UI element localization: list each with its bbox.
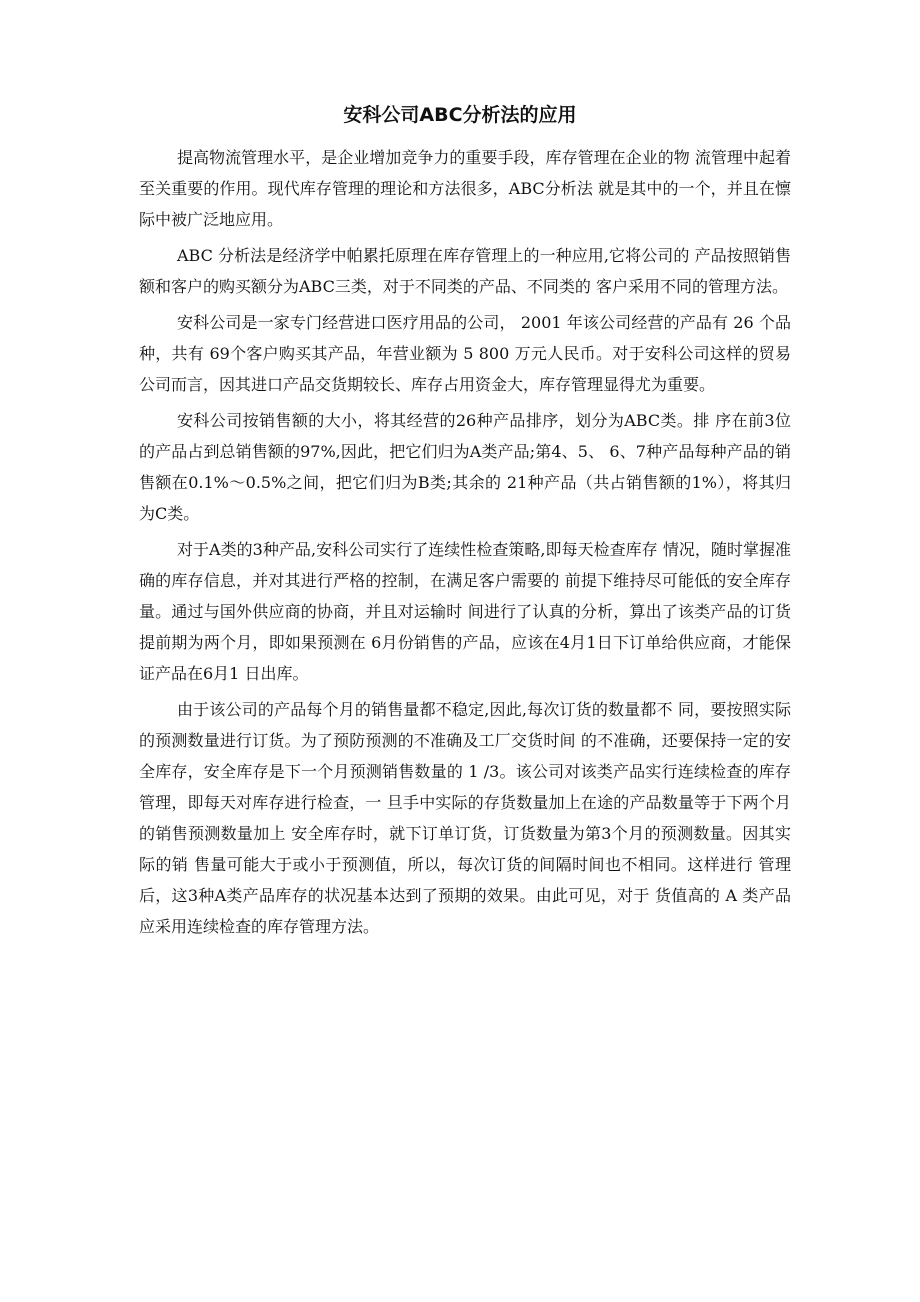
paragraph-abc-definition: ABC 分析法是经济学中帕累托原理在库存管理上的一种应用,它将公司的 产品按照销售额和客户的购买额分为ABC三类，对于不同类的产品、不同类的 客户采用不同的管理方法。: [139, 246, 791, 296]
paragraph-ordering-policy: 由于该公司的产品每个月的销售量都不稳定,因此,每次订货的数量都不 同，要按照实际的预测数量进行订货。为了预防预测的不准确及工厂交货时间 的不准确，还要保持一定的安全库存，安全库存是下一个月预测销售数量的 1 /3。该公司对该类产品实行连续检查的库存管理，即每天对库存进行检查，一 旦手中实际的存货数量加上在途的产品数量等于下两个月的销售预测数量加上 安全库存时，就下订单订货，订货数量为第3个月的预测数量。因其实际的销 售量可能大于或小于预测值，所以，每次订货的间隔时间也不相同。这样进行 管理后，这3种A类产品库存的状况基本达到了预期的效果。由此可见，对于 货值高的 A 类产品应采用连续检查的库存管理方法。: [139, 700, 791, 936]
paragraph-intro: 提高物流管理水平，是企业增加竞争力的重要手段，库存管理在企业的物 流管理中起着至关重要的作用。现代库存管理的理论和方法很多，ABC分析法 就是其中的一个，并且在懔际中被广泛地应用。: [139, 148, 791, 229]
paragraph-a-class-strategy: 对于A类的3种产品,安科公司实行了连续性检查策略,即每天检查库存 情况，随时掌握准确的库存信息，并对其进行严格的控制，在满足客户需要的 前提下维持尽可能低的安全库存量。通过与国外供应商的协商，并且对运输时 间进行了认真的分析，算出了该类产品的订货提前期为两个月，即如果预测在 6月份销售的产品，应该在4月1日下订单给供应商，才能保证产品在6月1 日出库。: [139, 540, 791, 683]
document-title: 安科公司ABC分析法的应用: [343, 104, 577, 126]
document-body: [139, 142, 791, 947]
paragraph-classification: 安科公司按销售额的大小，将其经营的26种产品排序，划分为ABC类。排 序在前3位的产品占到总销售额的97%,因此，把它们归为A类产品;第4、5、 6、7种产品每种产品的销售额在0.1%〜0.5%之间，把它们归为B类;其余的 21种产品（共占销售额的1%），将其归为C类。: [139, 411, 791, 523]
paragraph-company-profile: 安科公司是一家专门经营进口医疗用品的公司， 2001 年该公司经营的产品有 26 个品种，共有 69个客户购买其产品，年营业额为 5 800 万元人民币。对于安科公司这样的贸易公司而言，因其进口产品交货期较长、库存占用资金大，库存管理显得尤为重要。: [139, 313, 791, 394]
